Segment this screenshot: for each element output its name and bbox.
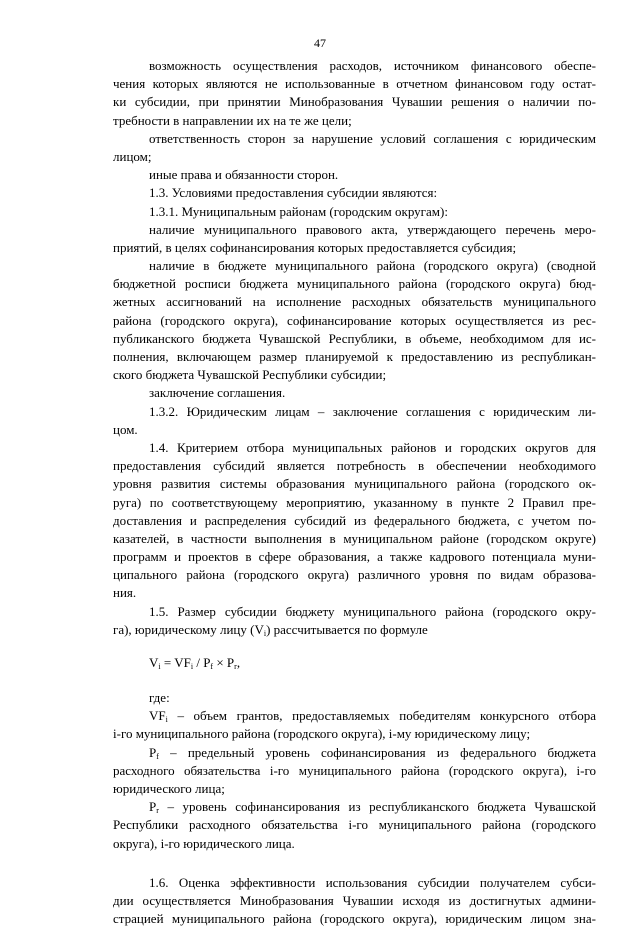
text-line: требности в направлении их на те же цели; [113,112,352,128]
text-line: страцией муниципального района (городского округа), юридическим лицом зна- [113,911,596,927]
formula-part: , [236,655,241,670]
text-line: предоставления субсидий является потребность в обеспечении необходимого [113,458,596,474]
text-line: ния. [113,585,137,601]
text-span: P [149,744,157,760]
text-line: наличие муниципального правового акта, утверждающего перечень меро- [149,221,596,237]
formula-part: = VF [160,655,191,670]
text-line: полнения, включающем размер планируемой к предоставлению из республикан- [113,349,596,364]
subscript: i [263,628,267,638]
text-line: уровня развития системы образования муниципального района (городского ок- [113,476,596,492]
subsection-heading: 1.3.2. Юридическим лицам – заключение соглашения с юридическим ли- [149,403,596,419]
formula-part: × P [213,655,235,670]
text-line: приятий, в целях софинансирования которых предоставляется субсидия; [113,239,517,255]
text-line: i-го муниципального района (городского округа), i-му юридическому лицу; [113,726,531,742]
text-line: где: [149,690,170,705]
subscript: r [234,662,237,671]
text-span: VF [149,708,166,724]
spacer [113,672,596,689]
text-span: га), юридическому лицу (V [113,621,264,637]
formula-part: / P [193,655,211,670]
text-line: заключение соглашения. [149,385,286,401]
text-line [113,621,596,639]
text-line: программ и проектов в сфере образования, а также кадрового потенциала муни- [113,549,596,565]
text-line: расходного обязательства i-го муниципального района (городского округа), i-го [113,762,596,778]
page-number: 47 [314,36,326,50]
subscript: i [165,715,168,725]
text-span: – уровень софинансирования из республиканского бюджета Чувашской [158,799,596,815]
text-line: юридического лица; [113,780,225,796]
text-span: ) рассчитывается по формуле [266,621,428,637]
formula [113,654,596,672]
text-line: казателей, в частности выполнения в муниципальном районе (городском округе) [113,530,596,546]
text-line: публиканского бюджета Чувашской Республики, в объеме, необходимом для ис- [113,330,596,346]
text-line: руга) по соответствующему мероприятию, указанному в пункте 2 Правил пре- [113,494,596,510]
text-line: ки субсидии, при принятии Минобразования Чувашии решения о наличии по- [113,94,596,110]
subscript: r [156,806,159,816]
text-line: жетных ассигнований на исполнение расходных обязательств муниципального [113,294,596,310]
text-line: округа), i-го юридического лица. [113,835,295,851]
text-line: ответственность сторон за нарушение условий соглашения с юридическим [149,130,596,146]
text-line: возможность осуществления расходов, источником финансового обеспе- [149,58,596,73]
spacer [113,639,596,654]
text-line: наличие в бюджете муниципального района (городского округа) (сводной [149,258,596,274]
text-span: – объем грантов, предоставляемых победителям конкурсного отбора [167,708,596,724]
subscript: i [190,662,194,671]
document-body [113,57,596,928]
text-line: 1.6. Оценка эффективности использования субсидии получателем субси- [149,874,596,890]
spacer [113,853,596,874]
text-line: района (городского округа), софинансирование которых осуществляется из рес- [113,312,596,328]
section-heading: 1.3. Условиями предоставления субсидии являются: [149,185,438,201]
text-line: чения которых являются не использованные в отчетном финансовом году остат- [113,76,596,92]
text-line [113,798,596,816]
text-line [113,707,596,725]
text-line [113,744,596,762]
subscript: i [158,662,161,671]
text-line: лицом; [113,148,152,164]
text-line: ципального района (городского округа) различного уровня по видам образова- [113,567,596,583]
text-line: Республики расходного обязательства i-го муниципального района (городского [113,817,596,833]
text-line: иные права и обязанности сторон. [149,167,339,183]
subsection-heading: 1.3.1. Муниципальным районам (городским округам): [149,203,448,219]
text-span: – предельный уровень софинансирования из федерального бюджета [158,744,596,760]
text-line: 1.5. Размер субсидии бюджету муниципального района (городского окру- [149,603,596,619]
subscript: f [210,662,214,671]
text-line: дии осуществляется Минобразования Чувашии исходя из достигнутых админи- [113,892,596,908]
formula-part: V [149,655,159,670]
text-line: 1.4. Критерием отбора муниципальных районов и городских округов для [149,439,596,455]
text-span: P [149,799,157,815]
text-line: бюджетной росписи бюджета муниципального района (городского округа) бюд- [113,276,596,292]
text-line: ского бюджета Чувашской Республики субсидии; [113,367,387,383]
subscript: f [156,751,159,761]
text-line: доставления и распределения субсидий из федерального бюджета, с учетом по- [113,512,596,528]
text-line: цом. [113,421,138,437]
